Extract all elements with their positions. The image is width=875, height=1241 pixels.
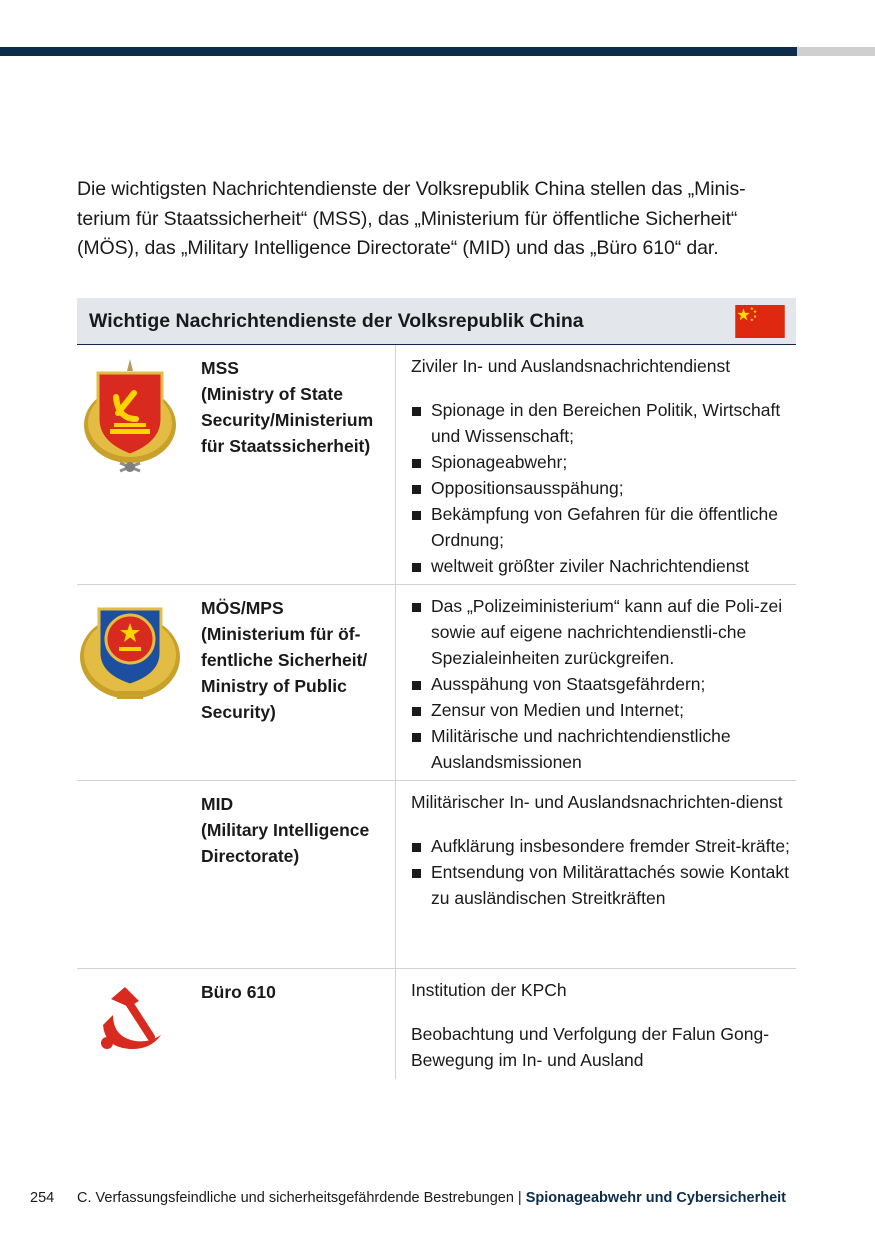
- footer-separator: |: [513, 1190, 526, 1206]
- table-row-moes: [77, 585, 796, 781]
- buero610-description: [395, 969, 797, 1079]
- list-item: Bekämpfung von Gefahren für die öffentliche Ordnung;: [411, 501, 797, 553]
- mss-lead: Ziviler In- und Auslandsnachrichtendienst: [411, 356, 731, 376]
- top-rule-dark: [0, 47, 797, 56]
- buero610-lead: Institution der KPCh: [411, 980, 567, 1000]
- table-row-mid: [77, 781, 796, 969]
- list-item: Ausspähung von Staatsgefährdern;: [411, 671, 797, 697]
- list-item: Entsendung von Militärattachés sowie Kontakt zu ausländischen Streitkräften: [411, 859, 797, 911]
- section-title: Spionageabwehr und Cybersicherheit: [525, 1190, 786, 1206]
- list-item: Militärische und nachrichtendienstliche Auslandsmissionen: [411, 723, 797, 775]
- table-row-mss: [77, 345, 796, 585]
- list-item: Spionageabwehr;: [411, 449, 797, 475]
- table-header: [77, 298, 796, 345]
- top-rule-light: [797, 47, 875, 56]
- buero610-name: Büro 610: [201, 982, 276, 1002]
- moes-emblem-icon: [77, 585, 195, 710]
- buero610-text: Beobachtung und Verfolgung der Falun Gong-Bewegung im In- und Ausland: [411, 1024, 770, 1070]
- table-title: Wichtige Nachrichtendienste der Volksrepublik China: [89, 310, 584, 332]
- chapter-title: C. Verfassungsfeindliche und sicherheitsgefährdende Bestrebungen: [77, 1190, 514, 1206]
- list-item: Aufklärung insbesondere fremder Streit-kräfte;: [411, 833, 797, 859]
- mid-name: MID (Military Intelligence Directorate): [201, 794, 370, 866]
- list-item: weltweit größter ziviler Nachrichtendienst: [411, 553, 797, 579]
- table-row-buero610: [77, 969, 796, 1079]
- list-item: Spionage in den Bereichen Politik, Wirtschaft und Wissenschaft;: [411, 397, 797, 449]
- page-number: 254: [30, 1190, 55, 1206]
- list-item: Oppositionsausspähung;: [411, 475, 797, 501]
- moes-name: MÖS/MPS (Ministerium für öf- fentliche Sicherheit/ Ministry of Public Security): [201, 598, 368, 722]
- page-footer: [30, 1190, 786, 1206]
- mss-tasks: [411, 397, 797, 579]
- mss-name: MSS (Ministry of State Security/Ministerium für Staatssicherheit): [201, 358, 374, 456]
- mss-description: [395, 345, 797, 584]
- china-flag-icon: [732, 305, 788, 338]
- moes-tasks: [411, 593, 797, 775]
- mid-lead: Militärischer In- und Auslandsnachrichten-dienst: [411, 792, 783, 812]
- list-item: Zensur von Medien und Internet;: [411, 697, 797, 723]
- moes-description: [395, 585, 797, 780]
- hammer-sickle-icon: [77, 969, 195, 1062]
- list-item: Das „Polizeiministerium“ kann auf die Poli-zei sowie auf eigene nachrichtendienstli-che Spezialeinheiten zurückgreifen.: [411, 593, 797, 671]
- mss-emblem-icon: [77, 345, 195, 482]
- services-table: [77, 298, 796, 1079]
- intro-paragraph: Die wichtigsten Nachrichtendienste der Volksrepublik China stellen das „Minis-terium für Staatssicherheit“ (MSS), das „Ministerium für öffentliche Sicherheit“ (MÖS), das „Military Intelligence Directorate“ (MID) und das „Büro 610“ dar.: [77, 178, 746, 259]
- mid-tasks: [411, 833, 797, 911]
- mid-description: [395, 781, 797, 968]
